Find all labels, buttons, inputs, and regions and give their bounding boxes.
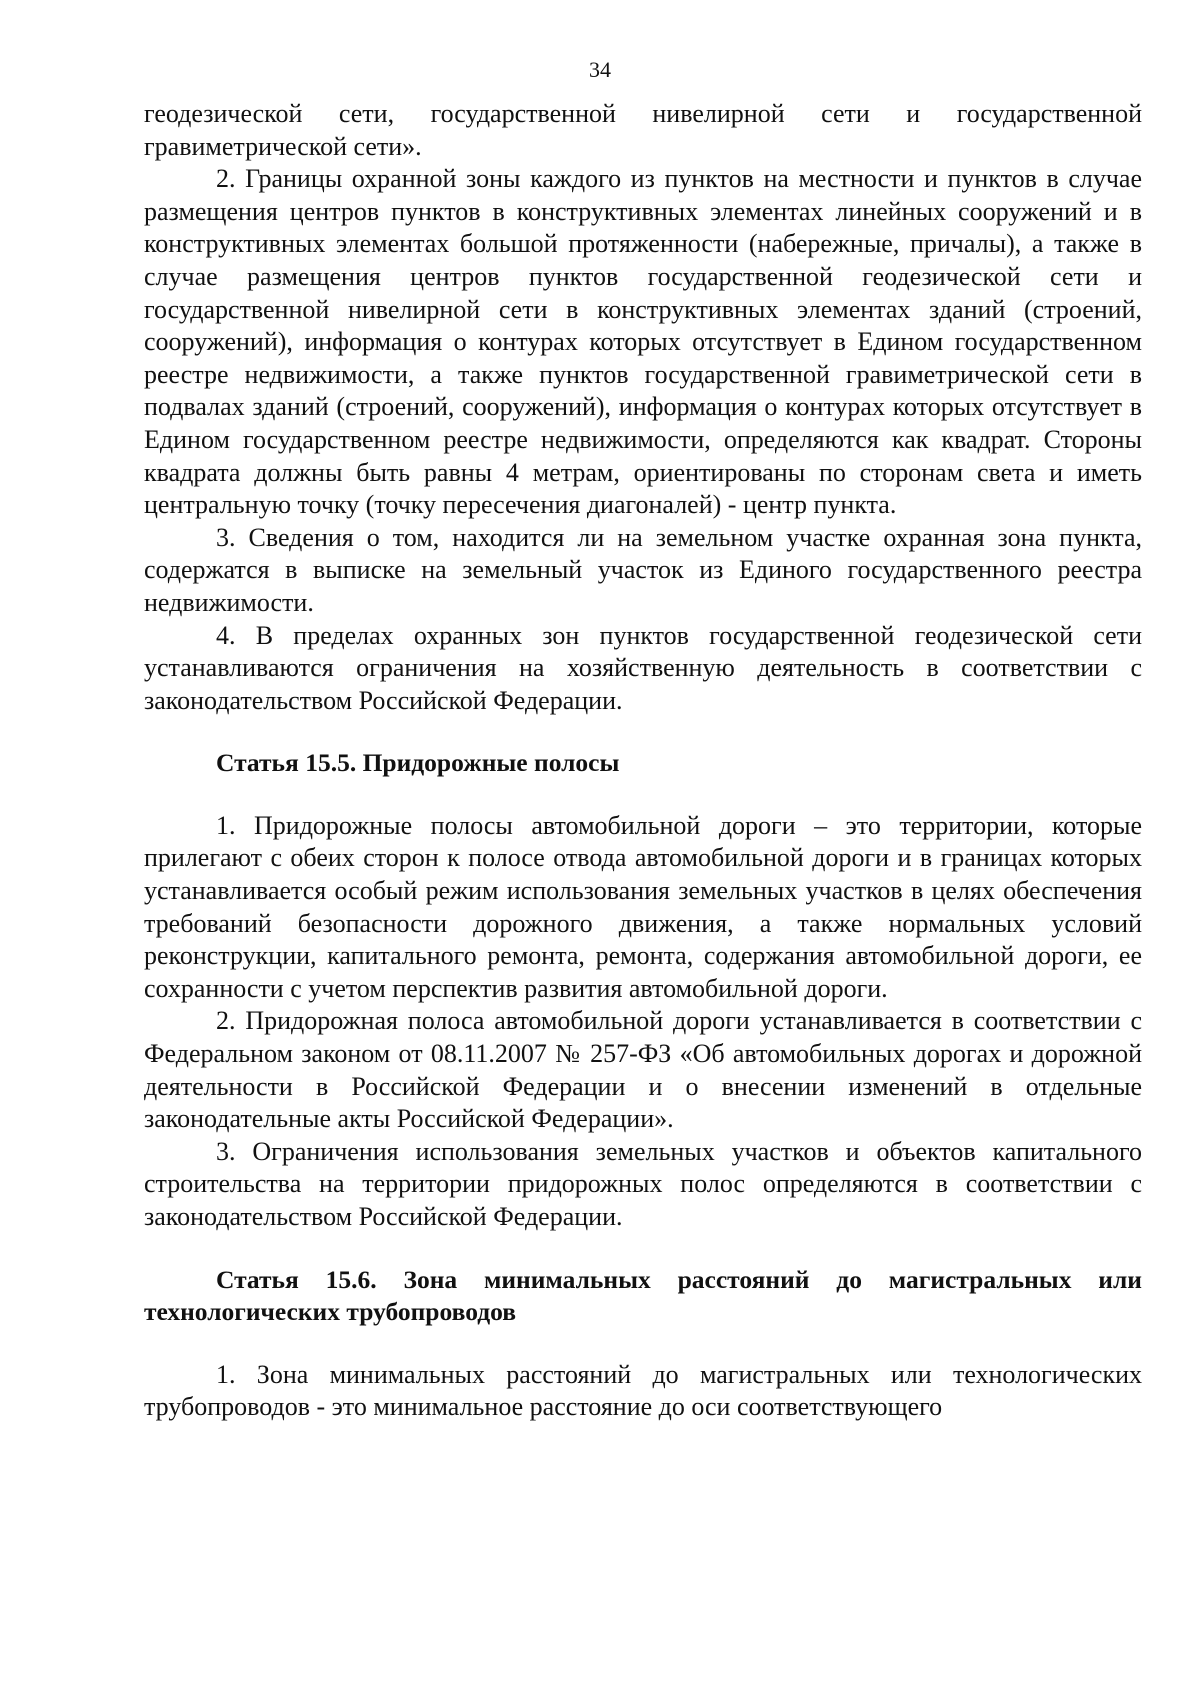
paragraph: 3. Сведения о том, находится ли на земельном участке охранная зона пункта, содержатся в выписке на земельный участок из Единого государственного реестра недвижимости. [144, 522, 1142, 617]
page-number: 34 [589, 57, 611, 82]
article-heading-15-6: Статья 15.6. Зона минимальных расстояний до магистральных или технологических трубопроводов [144, 1264, 1142, 1327]
paragraph: 2. Границы охранной зоны каждого из пунктов на местности и пунктов в случае размещения центров пунктов в конструктивных элементах линейных сооружений и в конструктивных элементах большой протяженности (набережные, причалы), а также в случае размещения центров пунктов государственной геодезической сети и государственной нивелирной сети в конструктивных элементах зданий (строений, сооружений), информация о контурах которых отсутствует в Едином государственном реестре недвижимости, а также пунктов государственной гравиметрической сети в подвалах зданий (строений, сооружений), информация о контурах которых отсутствует в Едином государственном реестре недвижимости, определяются как квадрат. Стороны квадрата должны быть равны 4 метрам, ориентированы по сторонам света и иметь центральную точку (точку пересечения диагоналей) - центр пункта. [144, 164, 1142, 520]
article-heading-15-5: Статья 15.5. Придорожные полосы [216, 748, 620, 778]
paragraph: 4. В пределах охранных зон пунктов государственной геодезической сети устанавливаются ограничения на хозяйственную деятельность в соответствии с законодательством Российской Федерации. [144, 620, 1142, 715]
paragraph: 1. Придорожные полосы автомобильной дороги – это территории, которые прилегают с обеих сторон к полосе отвода автомобильной дороги и в границах которых устанавливается особый режим использования земельных участков в целях обеспечения требований безопасности дорожного движения, а также нормальных условий реконструкции, капитального ремонта, ремонта, содержания автомобильной дороги, ее сохранности с учетом перспектив развития автомобильной дороги. [144, 810, 1142, 1003]
paragraph: 2. Придорожная полоса автомобильной дороги устанавливается в соответствии с Федеральном законом от 08.11.2007 № 257-ФЗ «Об автомобильных дорогах и дорожной деятельности в Российской Федерации и о внесении изменений в отдельные законодательные акты Российской Федерации». [144, 1006, 1142, 1134]
paragraph: 3. Ограничения использования земельных участков и объектов капитального строительства на территории придорожных полос определяются в соответствии с законодательством Российской Федерации. [144, 1136, 1142, 1231]
document-body [144, 98, 1142, 1424]
paragraph-continuation: геодезической сети, государственной нивелирной сети и государственной гравиметрической сети». [144, 99, 1142, 161]
paragraph: 1. Зона минимальных расстояний до магистральных или технологических трубопроводов - это минимальное расстояние до оси соответствующего [144, 1359, 1142, 1422]
